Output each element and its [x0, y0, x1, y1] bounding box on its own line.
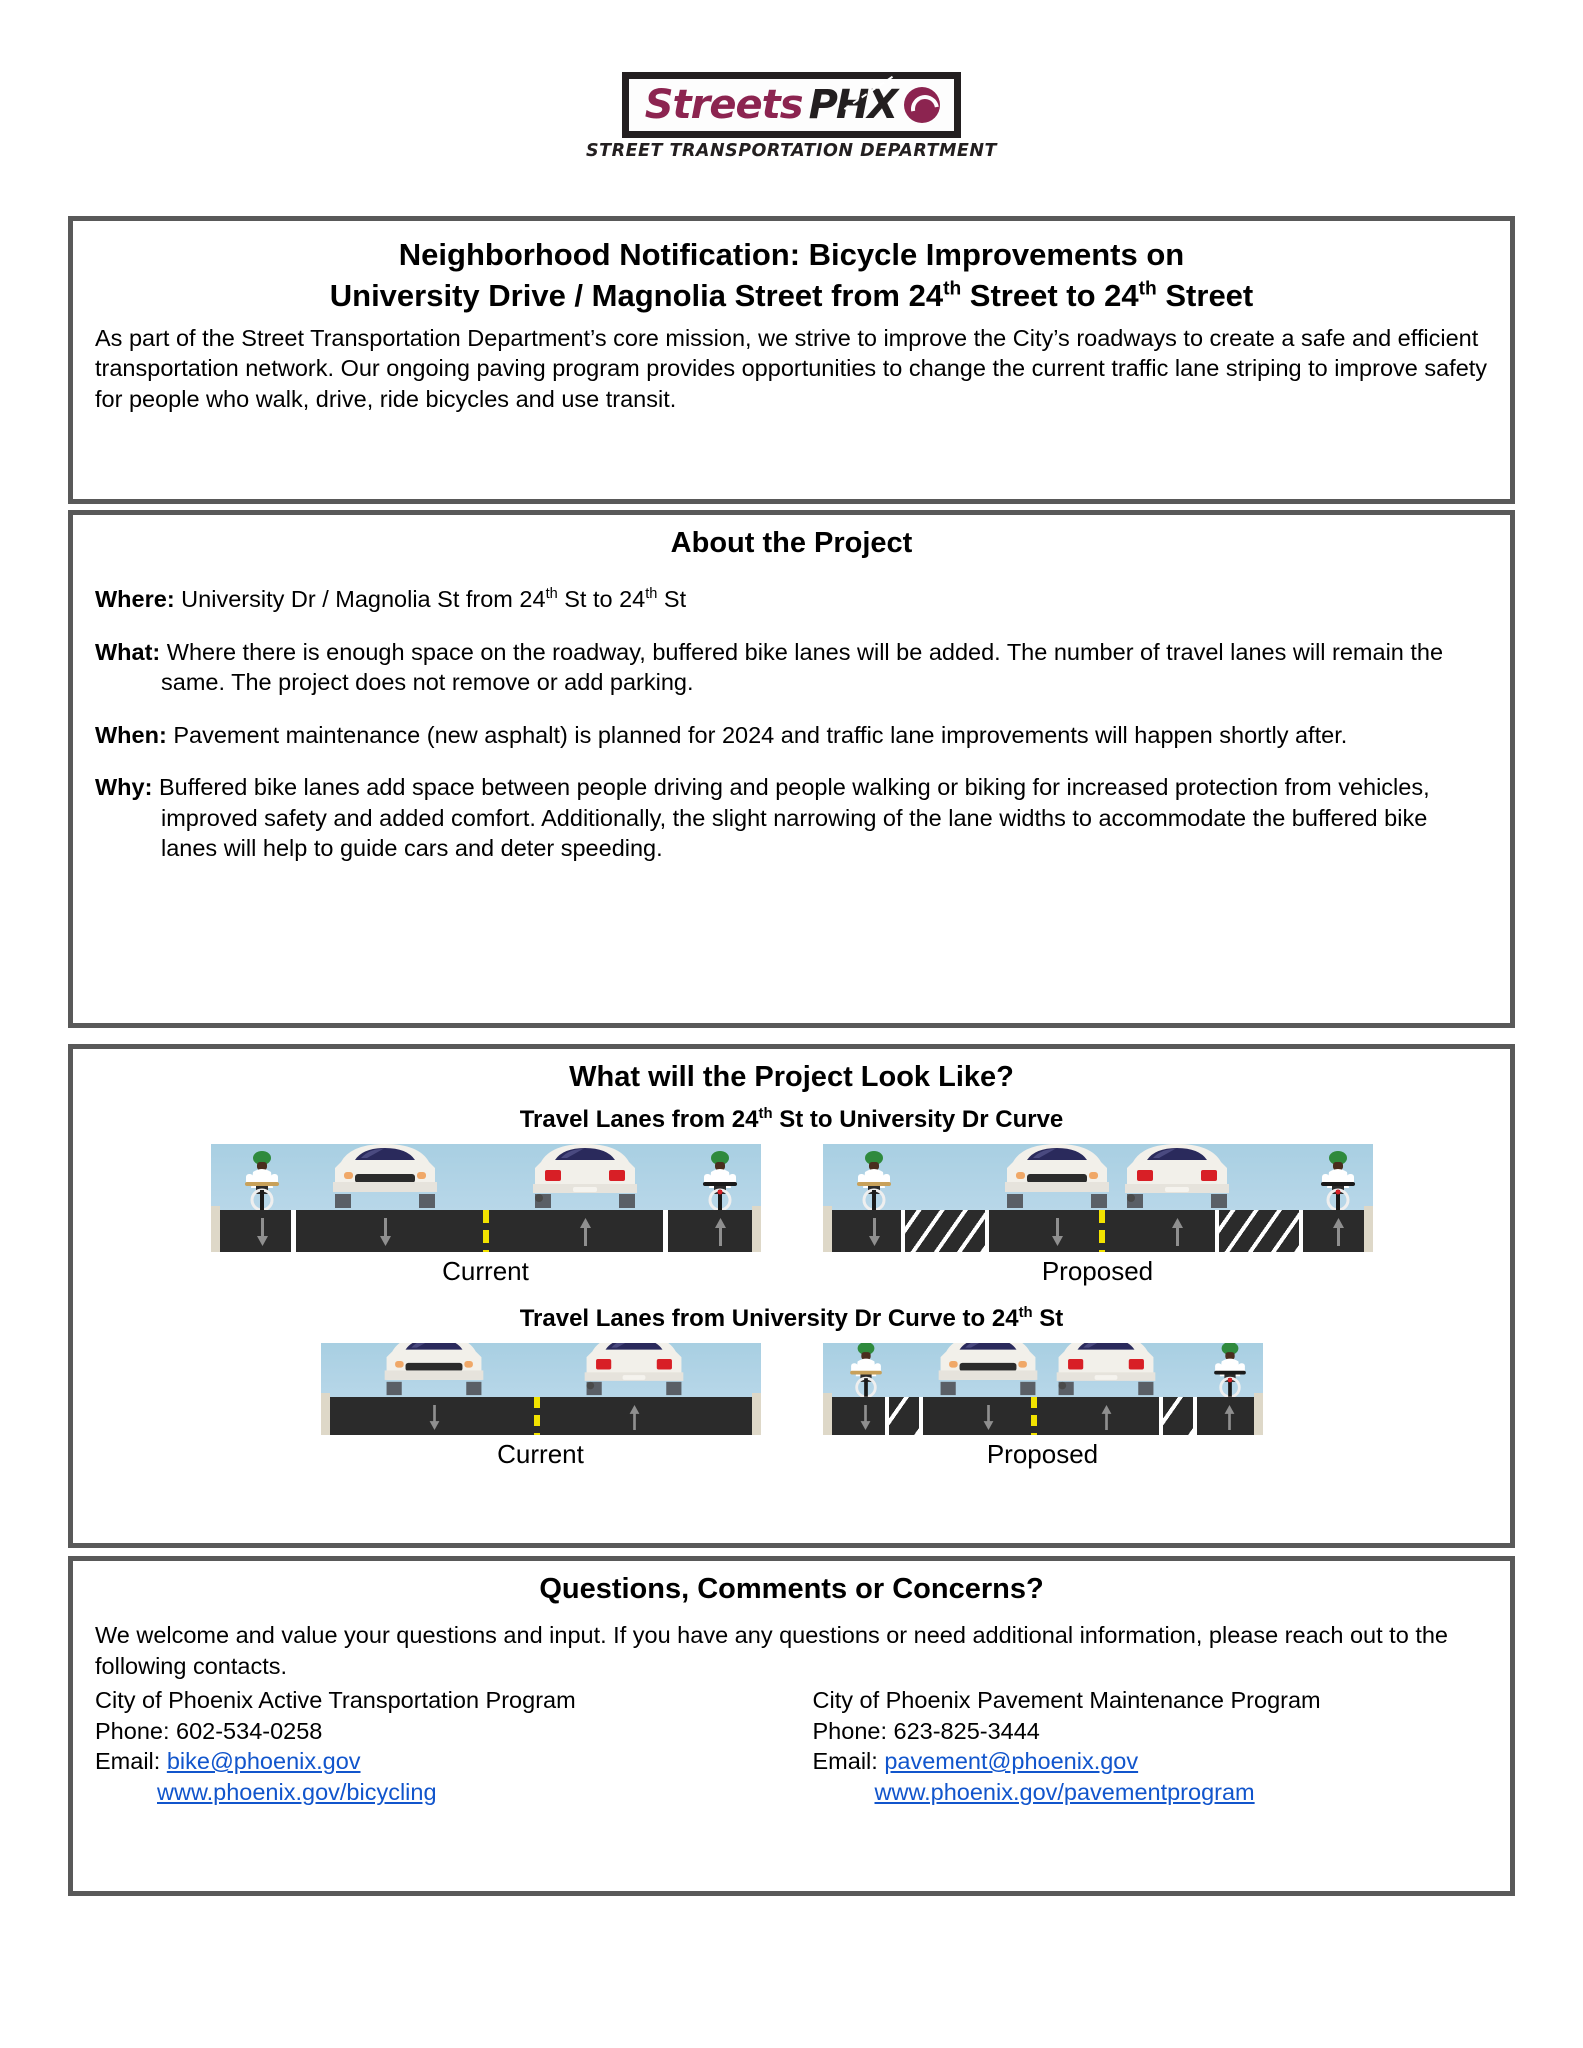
car-rear-icon — [1045, 1343, 1167, 1397]
contacts — [95, 1681, 1488, 1823]
curb-left — [321, 1393, 330, 1435]
car-front-icon — [321, 1144, 449, 1210]
caption-proposed: Proposed — [986, 1439, 1099, 1469]
about-where — [95, 584, 1488, 615]
lane-arrow-down — [428, 1405, 441, 1430]
contact-block-pavement-maintenance — [771, 1685, 1489, 1807]
bike-lane-buffer-right — [1215, 1210, 1303, 1252]
about-what-text: Where there is enough space on the roadway, buffered bike lanes will be added. The number of travel lanes will remain the same. The project does not remove or add parking. — [160, 638, 1444, 696]
about-heading: About the Project — [670, 527, 913, 559]
lane-arrow-up — [714, 1218, 727, 1246]
bicyclist-icon-left — [233, 1146, 291, 1210]
page-title-line2-a: University Drive / Magnolia Street from 24 — [329, 277, 944, 313]
car-rear-icon — [1113, 1144, 1241, 1210]
page-title — [73, 221, 1510, 323]
lane-stripe — [291, 1210, 296, 1252]
lane-arrow-down — [379, 1218, 392, 1246]
cross-section-proposed-1 — [823, 1144, 1373, 1252]
questions-box — [68, 1556, 1515, 1896]
diagram-row-1 — [73, 1144, 1510, 1287]
car-rear-icon — [521, 1144, 649, 1210]
center-line — [1031, 1397, 1037, 1435]
page-title-line2-c: Street — [1156, 277, 1254, 313]
caption-current: Current — [497, 1439, 584, 1469]
contact-org: City of Phoenix Active Transportation Program — [95, 1687, 576, 1714]
about-where-text-b: St to 24 — [557, 586, 646, 612]
look-heading: What will the Project Look Like? — [569, 1061, 1014, 1093]
diagram-row-2 — [73, 1343, 1510, 1470]
look-row1-heading-b: St to University Dr Curve — [772, 1106, 1064, 1133]
center-line — [1099, 1210, 1105, 1252]
about-where-sup-1: th — [545, 586, 558, 603]
cross-section-current-2 — [321, 1343, 761, 1435]
page-title-line1: Neighborhood Notification: Bicycle Improvements on — [398, 237, 1185, 272]
about-why-text: Buffered bike lanes add space between people driving and people walking or biking for increased protection from vehicles, improved safety and added comfort. Additionally, the slight narrowing of the lane widths to accommodate the buffered bike lanes will help to guide cars and deter speeding. — [152, 774, 1430, 862]
lane-stripe — [663, 1210, 668, 1252]
contact-email — [813, 1746, 1489, 1777]
lane-arrow-up — [1332, 1218, 1345, 1246]
lane-arrow-down — [859, 1405, 872, 1430]
diagram-row2-current — [321, 1343, 761, 1470]
contact-phone-label: Phone: — [95, 1717, 177, 1744]
contact-email-link[interactable]: pavement@phoenix.gov — [884, 1748, 1139, 1775]
bike-lane-buffer-left — [901, 1210, 989, 1252]
cross-section-current-1 — [211, 1144, 761, 1252]
look-row2-heading — [73, 1287, 1510, 1337]
contact-email-label: Email: — [95, 1748, 167, 1775]
curb-right — [752, 1206, 761, 1252]
contact-email-label: Email: — [812, 1748, 885, 1775]
curb-left — [823, 1393, 832, 1435]
about-where-label: Where: — [95, 586, 175, 612]
streets-phx-logo — [0, 72, 1583, 161]
logo-box — [622, 72, 961, 138]
curb-right — [1254, 1393, 1263, 1435]
look-row1-heading — [73, 1096, 1510, 1138]
contact-phone-label: Phone: — [812, 1717, 894, 1744]
contact-phone — [813, 1716, 1489, 1747]
contact-phone-value: 602-534-0258 — [176, 1717, 323, 1744]
contact-web-link[interactable]: www.phoenix.gov/bicycling — [157, 1778, 437, 1805]
look-row2-heading-sup: th — [1018, 1305, 1033, 1321]
page-title-line2-b: Street to 24 — [961, 277, 1139, 313]
center-line — [483, 1210, 489, 1252]
about-what — [95, 637, 1488, 698]
contact-phone — [95, 1716, 771, 1747]
page-title-sup-2: th — [1138, 278, 1157, 300]
bike-lane-buffer-right — [1159, 1397, 1197, 1435]
bicyclist-icon-left — [839, 1343, 893, 1397]
bicyclist-icon-right — [1203, 1343, 1257, 1397]
questions-heading: Questions, Comments or Concerns? — [539, 1573, 1044, 1605]
lane-arrow-down — [256, 1218, 269, 1246]
contact-phone-value: 623-825-3444 — [893, 1717, 1040, 1744]
about-when-label: When: — [95, 721, 167, 748]
car-front-icon — [927, 1343, 1049, 1397]
curb-left — [823, 1206, 832, 1252]
cross-section-proposed-2 — [823, 1343, 1263, 1435]
contact-web-link[interactable]: www.phoenix.gov/pavementprogram — [874, 1778, 1255, 1805]
header-box — [68, 216, 1515, 504]
contact-email — [95, 1746, 771, 1777]
intro-paragraph: As part of the Street Transportation Department’s core mission, we strive to improve the City’s roadways to create a safe and efficient transportation network. Our ongoing paving program provides opportunities to change the current traffic lane striping to improve safety for people who walk, drive, ride bicycles and use transit. — [95, 324, 1488, 412]
bicyclist-icon-right — [691, 1146, 749, 1210]
look-row1-heading-a: Travel Lanes from 24 — [519, 1106, 759, 1133]
about-when-text: Pavement maintenance (new asphalt) is planned for 2024 and traffic lane improvements will happen shortly after. — [166, 721, 1348, 748]
bicyclist-icon-left — [845, 1146, 903, 1210]
phoenix-bird-icon — [904, 87, 940, 123]
about-where-sup-2: th — [645, 586, 658, 603]
look-row2-heading-b: St — [1032, 1305, 1064, 1332]
lane-arrow-down — [868, 1218, 881, 1246]
about-why-label: Why: — [95, 774, 153, 801]
lane-arrow-down — [982, 1405, 995, 1430]
diagram-row2-proposed — [823, 1343, 1263, 1470]
lane-arrow-down — [1051, 1218, 1064, 1246]
about-what-label: What: — [95, 638, 161, 665]
car-rear-icon — [573, 1343, 695, 1397]
lane-arrow-up — [1171, 1218, 1184, 1246]
car-front-icon — [993, 1144, 1121, 1210]
contact-org: City of Phoenix Pavement Maintenance Program — [812, 1687, 1321, 1714]
about-why — [95, 772, 1488, 864]
diagram-row1-proposed — [823, 1144, 1373, 1287]
contact-web — [95, 1777, 771, 1808]
logo-caption: STREET TRANSPORTATION DEPARTMENT — [586, 141, 997, 161]
lane-arrow-up — [1223, 1405, 1236, 1430]
curb-left — [211, 1206, 220, 1252]
bike-lane-buffer-left — [885, 1397, 923, 1435]
contact-block-active-transportation — [95, 1685, 771, 1807]
diagram-row1-current — [211, 1144, 761, 1287]
logo-streets-wordmark: Streets — [644, 82, 803, 128]
look-row1-heading-sup: th — [758, 1106, 773, 1122]
lane-arrow-up — [1100, 1405, 1113, 1430]
center-line — [534, 1397, 540, 1435]
caption-proposed: Proposed — [1041, 1256, 1154, 1286]
project-look-box — [68, 1044, 1515, 1548]
questions-intro: We welcome and value your questions and input. If you have any questions or need additional information, please reach out to the following contacts. — [95, 1622, 1448, 1679]
lane-arrow-up — [579, 1218, 592, 1246]
lane-arrow-up — [628, 1405, 641, 1430]
bicyclist-icon-right — [1309, 1146, 1367, 1210]
roadway — [321, 1397, 761, 1435]
curb-right — [1364, 1206, 1373, 1252]
contact-email-link[interactable]: bike@phoenix.gov — [166, 1748, 361, 1775]
curb-right — [752, 1393, 761, 1435]
about-where-text-a: University Dr / Magnolia St from 24 — [174, 586, 546, 612]
look-row2-heading-a: Travel Lanes from University Dr Curve to 24 — [519, 1305, 1019, 1332]
car-front-icon — [373, 1343, 495, 1397]
caption-current: Current — [442, 1256, 529, 1286]
about-box — [68, 510, 1515, 1028]
about-where-text-c: St — [657, 586, 687, 612]
about-when — [95, 720, 1488, 751]
page-title-sup-1: th — [943, 278, 962, 300]
logo-phx-wordmark: PHX — [808, 82, 897, 128]
contact-web — [813, 1777, 1489, 1808]
